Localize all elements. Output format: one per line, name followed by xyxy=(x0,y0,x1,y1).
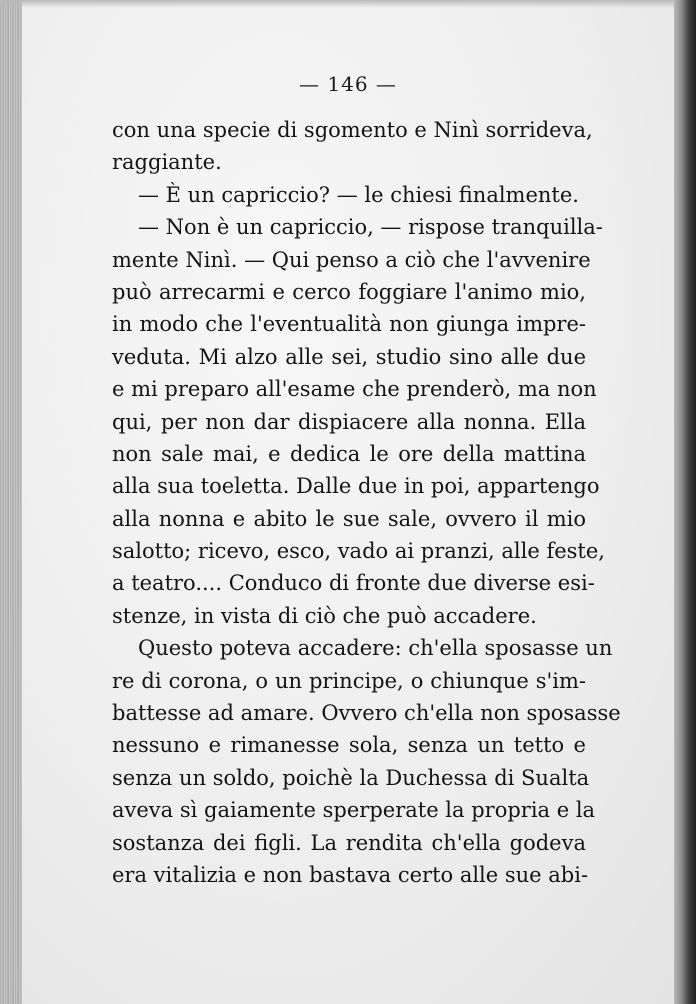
text-line: con una specie di sgomento e Ninì sorrideva, xyxy=(112,118,593,142)
text-line: non sale mai, e dedica le ore della mattina xyxy=(112,441,586,466)
text-line: alla sua toeletta. Dalle due in poi, appartengo xyxy=(112,474,600,499)
body-text xyxy=(112,114,621,891)
text-line: battesse ad amare. Ovvero ch'ella non sposasse xyxy=(112,701,621,726)
text-line: e mi preparo all'esame che prenderò, ma non xyxy=(112,377,597,402)
text-line: nessuno e rimanesse sola, senza un tetto e xyxy=(112,733,586,758)
text-line: qui, per non dar dispiacere alla nonna. Ella xyxy=(112,409,586,434)
page-right-edge-shadow xyxy=(674,0,696,1004)
text-line: re di corona, o un principe, o chiunque s'im- xyxy=(112,668,586,693)
text-line: senza un soldo, poichè la Duchessa di Sualta xyxy=(112,765,590,790)
text-line: era vitalizia e non bastava certo alle sue abi- xyxy=(112,862,589,887)
book-gutter xyxy=(0,0,22,1004)
text-line: alla nonna e abito le sue sale, ovvero il mio xyxy=(112,506,586,531)
text-line: in modo che l'eventualità non giunga impre- xyxy=(112,312,586,337)
text-line: stenze, in vista di ciò che può accadere. xyxy=(112,603,537,628)
page-top-edge xyxy=(0,0,696,8)
text-line: veduta. Mi alzo alle sei, studio sino alle due xyxy=(112,344,586,369)
text-line: aveva sì gaiamente sperperate la propria e la xyxy=(112,798,596,823)
page-number: — 146 — xyxy=(299,72,397,96)
text-line: — Non è un capriccio, — rispose tranquilla- xyxy=(138,215,603,240)
text-line: mente Ninì. — Qui penso a ciò che l'avvenire xyxy=(112,247,591,272)
text-line: può arrecarmi e cerco foggiare l'animo mio, xyxy=(112,279,586,304)
text-line: raggiante. xyxy=(112,150,222,175)
text-line: sostanza dei figli. La rendita ch'ella godeva xyxy=(112,830,586,855)
text-line: Questo poteva accadere: ch'ella sposasse un xyxy=(138,636,613,661)
text-line: a teatro.... Conduco di fronte due diverse esi- xyxy=(112,571,595,596)
text-line: — È un capriccio? — le chiesi finalmente. xyxy=(138,182,579,207)
text-line: salotto; ricevo, esco, vado ai pranzi, alle feste, xyxy=(112,539,605,564)
